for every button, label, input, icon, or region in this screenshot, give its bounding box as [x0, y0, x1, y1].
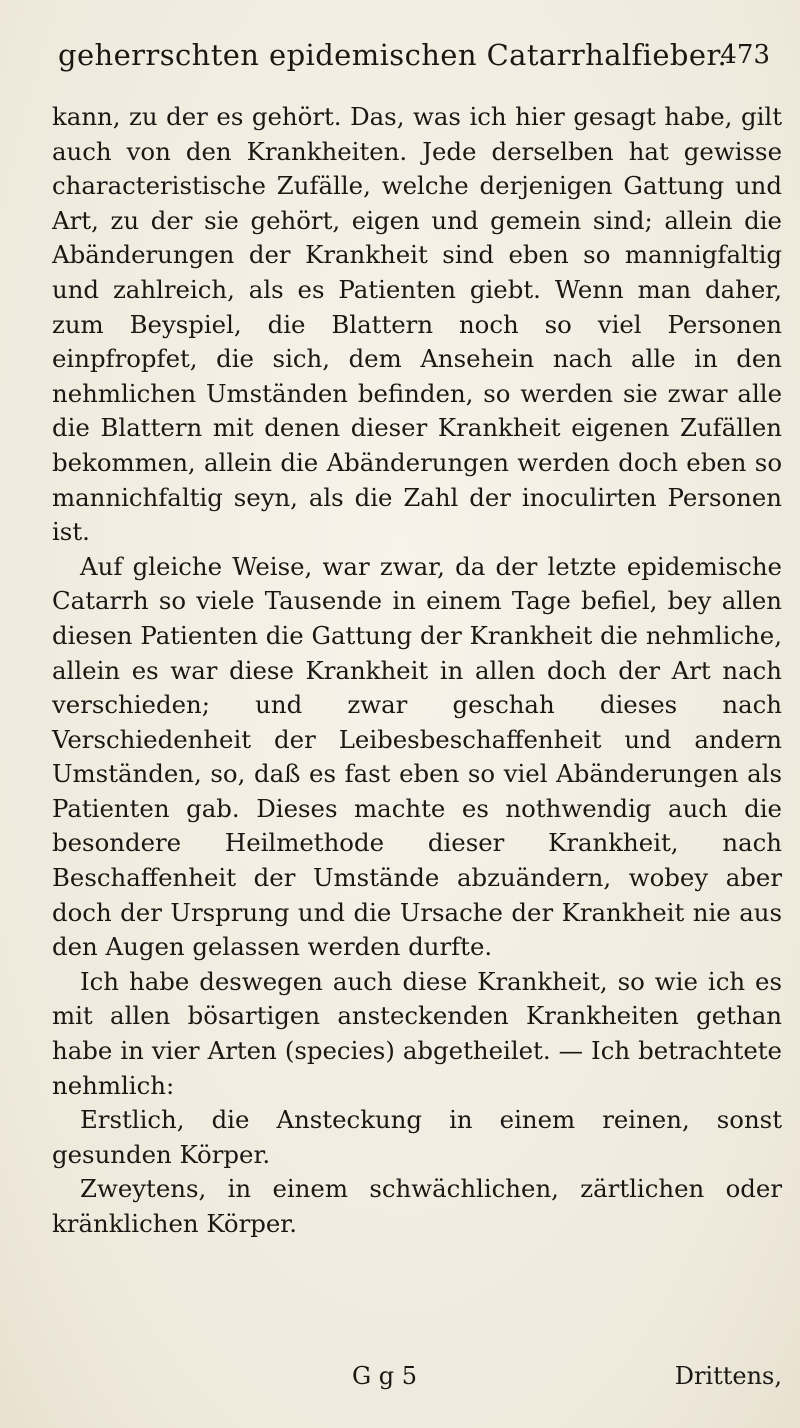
paragraph: Auf gleiche Weise, war zwar, da der letzte epidemische Catarrh so viele Tausende in einem Tage befiel, bey allen diesen Patienten die Gattung der Krankheit die nehmliche, allein es war diese Krankheit in allen doch der Art nach verschieden; und zwar geschah dieses nach Verschiedenheit der Leibesbeschaffenheit und andern Umständen, so, daß es fast eben so viel Abänderungen als Patienten gab. Dieses machte es nothwendig auch die besondere Heilmethode dieser Krankheit, nach Beschaffenheit der Umstände abzuändern, wobey aber doch der Ursprung und die Ursache der Krankheit nie aus den Augen gelassen werden durfte. — [52, 551, 782, 962]
catchword: Drittens, — [674, 1362, 782, 1390]
paragraph: Ich habe deswegen auch diese Krankheit, so wie ich es mit allen bösartigen ansteckenden Krankheiten gethan habe in vier Arten (species) abgetheilet. — Ich betrachtete nehmlich: — [52, 966, 782, 1100]
paragraph: kann, zu der es gehört. Das, was ich hier gesagt habe, gilt auch von den Krankheiten. Jede derselben hat gewisse characteristische Zufälle, welche derjenigen Gattung und Art, zu der sie gehört, eigen und gemein sind; allein die Abänderungen der Krankheit sind eben so mannigfaltig und zahlreich, als es Patienten giebt. Wenn man daher, zum Beyspiel, die Blattern noch so viel Personen einpfropfet, die sich, dem Ansehein nach alle in den nehmlichen Umständen befinden, so werden sie zwar alle die Blattern mit denen dieser Krankheit eigenen Zufällen bekommen, allein die Abänderungen werden doch eben so mannichfaltig seyn, als die Zahl der inoculirten Personen ist. — [52, 102, 782, 547]
signature-mark: G g 5 — [352, 1362, 418, 1390]
page-header — [40, 38, 770, 78]
page-footer — [52, 1362, 782, 1402]
list-item: Zweytens, in einem schwächlichen, zärtlichen oder kränklichen Körper. — [52, 1174, 782, 1238]
body-text — [52, 100, 782, 1242]
page-number: 473 — [720, 40, 770, 70]
running-head: geherrschten epidemischen Catarrhalfieber. — [58, 38, 728, 72]
list-item: Erstlich, die Ansteckung in einem reinen, sonst gesunden Körper. — [52, 1105, 782, 1169]
